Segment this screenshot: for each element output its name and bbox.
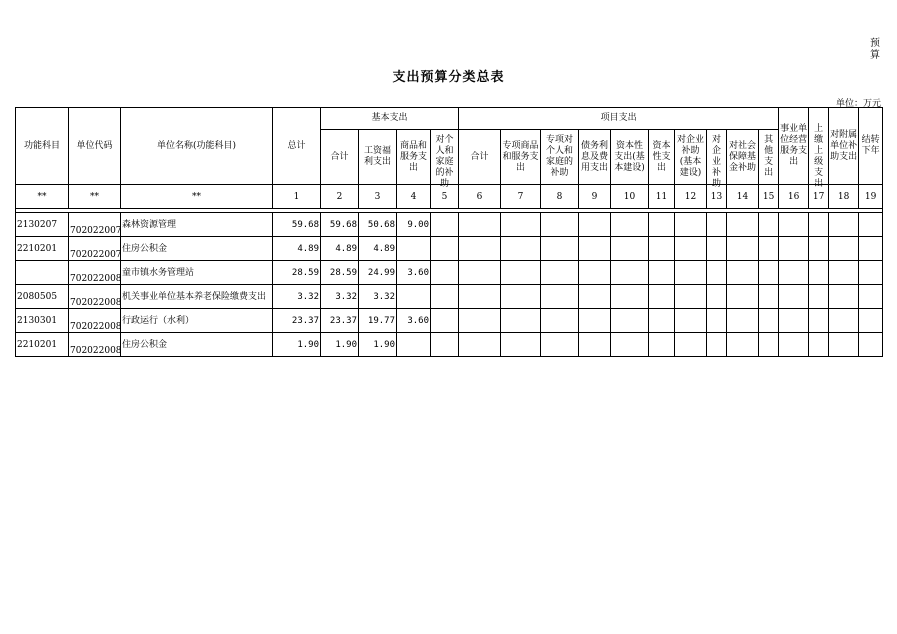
empty-cell bbox=[649, 309, 675, 333]
header-social-security-subsidy: 对社会保障基金补助 bbox=[727, 130, 759, 185]
empty-cell bbox=[459, 213, 501, 237]
empty-cell bbox=[727, 285, 759, 309]
empty-cell bbox=[501, 261, 541, 285]
unit-code-cell: 702022008 bbox=[69, 261, 121, 285]
page-title: 支出预算分类总表 bbox=[392, 70, 505, 85]
corner-note-line-2: 算 bbox=[870, 50, 880, 61]
salary-welfare-cell: 3.32 bbox=[359, 285, 397, 309]
empty-cell bbox=[707, 213, 727, 237]
empty-cell bbox=[501, 237, 541, 261]
header-business-service: 事业单位经营服务支出 bbox=[779, 108, 809, 185]
empty-cell bbox=[759, 213, 779, 237]
empty-cell bbox=[579, 285, 611, 309]
goods-services-cell bbox=[397, 237, 431, 261]
total-cell: 28.59 bbox=[273, 261, 321, 285]
func-code-cell: 2210201 bbox=[16, 237, 69, 261]
table-row bbox=[16, 261, 883, 285]
salary-welfare-cell: 4.89 bbox=[359, 237, 397, 261]
basic-subtotal-cell: 28.59 bbox=[321, 261, 359, 285]
empty-cell bbox=[829, 285, 859, 309]
empty-cell bbox=[501, 285, 541, 309]
empty-cell bbox=[829, 237, 859, 261]
header-salary-welfare: 工资福利支出 bbox=[359, 130, 397, 185]
empty-cell bbox=[501, 333, 541, 357]
empty-cell bbox=[611, 309, 649, 333]
empty-cell bbox=[779, 333, 809, 357]
empty-cell bbox=[431, 285, 459, 309]
column-number: ** bbox=[69, 185, 121, 209]
column-number: 18 bbox=[829, 185, 859, 209]
table-row bbox=[16, 333, 883, 357]
func-code-cell bbox=[16, 261, 69, 285]
empty-cell bbox=[459, 285, 501, 309]
column-number: 6 bbox=[459, 185, 501, 209]
empty-cell bbox=[779, 309, 809, 333]
table-row bbox=[16, 285, 883, 309]
goods-services-cell: 3.60 bbox=[397, 309, 431, 333]
func-code-cell: 2130207 bbox=[16, 213, 69, 237]
empty-cell bbox=[541, 261, 579, 285]
empty-cell bbox=[727, 333, 759, 357]
column-number: ** bbox=[121, 185, 273, 209]
header-debt-interest: 债务利息及费用支出 bbox=[579, 130, 611, 185]
column-number: ** bbox=[16, 185, 69, 209]
unit-code-cell: 702022008 bbox=[69, 285, 121, 309]
column-number: 16 bbox=[779, 185, 809, 209]
unit-name-cell: 机关事业单位基本养老保险缴费支出 bbox=[121, 285, 273, 309]
column-number: 10 bbox=[611, 185, 649, 209]
basic-subtotal-cell: 23.37 bbox=[321, 309, 359, 333]
empty-cell bbox=[541, 285, 579, 309]
empty-cell bbox=[859, 285, 883, 309]
column-number: 3 bbox=[359, 185, 397, 209]
corner-note-line-1: 预 bbox=[870, 38, 880, 49]
func-code-cell: 2130301 bbox=[16, 309, 69, 333]
header-other-expenditure: 其他支出 bbox=[759, 130, 779, 185]
empty-cell bbox=[649, 285, 675, 309]
empty-cell bbox=[829, 261, 859, 285]
header-capital-expenditure: 资本性支出 bbox=[649, 130, 675, 185]
unit-name-cell: 住房公积金 bbox=[121, 333, 273, 357]
header-project-subtotal: 合计 bbox=[459, 130, 501, 185]
empty-cell bbox=[809, 237, 829, 261]
empty-cell bbox=[727, 261, 759, 285]
header-remit-superior: 上缴上级支出 bbox=[809, 108, 829, 185]
column-number: 15 bbox=[759, 185, 779, 209]
empty-cell bbox=[809, 213, 829, 237]
empty-cell bbox=[501, 309, 541, 333]
empty-cell bbox=[611, 285, 649, 309]
empty-cell bbox=[431, 261, 459, 285]
column-number: 11 bbox=[649, 185, 675, 209]
empty-cell bbox=[459, 237, 501, 261]
empty-cell bbox=[579, 309, 611, 333]
empty-cell bbox=[675, 333, 707, 357]
empty-cell bbox=[779, 285, 809, 309]
column-number-row bbox=[16, 185, 883, 209]
empty-cell bbox=[459, 261, 501, 285]
empty-cell bbox=[649, 261, 675, 285]
empty-cell bbox=[431, 333, 459, 357]
header-goods-services: 商品和服务支出 bbox=[397, 130, 431, 185]
empty-cell bbox=[579, 213, 611, 237]
empty-cell bbox=[707, 261, 727, 285]
goods-services-cell: 3.60 bbox=[397, 261, 431, 285]
goods-services-cell: 9.00 bbox=[397, 213, 431, 237]
empty-cell bbox=[727, 213, 759, 237]
empty-cell bbox=[675, 261, 707, 285]
empty-cell bbox=[501, 213, 541, 237]
empty-cell bbox=[809, 333, 829, 357]
empty-cell bbox=[649, 237, 675, 261]
empty-cell bbox=[759, 309, 779, 333]
column-number: 7 bbox=[501, 185, 541, 209]
header-subsidiary-subsidy: 对附属单位补助支出 bbox=[829, 108, 859, 185]
empty-cell bbox=[859, 261, 883, 285]
empty-cell bbox=[859, 237, 883, 261]
empty-cell bbox=[859, 213, 883, 237]
column-number: 2 bbox=[321, 185, 359, 209]
empty-cell bbox=[579, 261, 611, 285]
empty-cell bbox=[859, 333, 883, 357]
empty-cell bbox=[809, 261, 829, 285]
empty-cell bbox=[727, 309, 759, 333]
salary-welfare-cell: 1.90 bbox=[359, 333, 397, 357]
empty-cell bbox=[579, 333, 611, 357]
unit-code-cell: 702022008 bbox=[69, 333, 121, 357]
header-special-household-subsidy: 专项对个人和家庭的补助 bbox=[541, 130, 579, 185]
total-cell: 59.68 bbox=[273, 213, 321, 237]
unit-code-cell: 702022007 bbox=[69, 237, 121, 261]
empty-cell bbox=[459, 309, 501, 333]
basic-subtotal-cell: 3.32 bbox=[321, 285, 359, 309]
empty-cell bbox=[675, 309, 707, 333]
header-total: 总计 bbox=[273, 108, 321, 185]
empty-cell bbox=[829, 213, 859, 237]
empty-cell bbox=[675, 237, 707, 261]
empty-cell bbox=[649, 333, 675, 357]
column-number: 14 bbox=[727, 185, 759, 209]
column-number: 8 bbox=[541, 185, 579, 209]
goods-services-cell bbox=[397, 333, 431, 357]
header-func-code: 功能科目 bbox=[16, 108, 69, 185]
empty-cell bbox=[431, 309, 459, 333]
salary-welfare-cell: 50.68 bbox=[359, 213, 397, 237]
basic-subtotal-cell: 59.68 bbox=[321, 213, 359, 237]
header-enterprise-subsidy: 对企业补助 bbox=[707, 130, 727, 185]
empty-cell bbox=[779, 213, 809, 237]
func-code-cell: 2210201 bbox=[16, 333, 69, 357]
column-number: 12 bbox=[675, 185, 707, 209]
column-number: 4 bbox=[397, 185, 431, 209]
empty-cell bbox=[859, 309, 883, 333]
empty-cell bbox=[431, 213, 459, 237]
empty-cell bbox=[759, 285, 779, 309]
empty-cell bbox=[779, 237, 809, 261]
empty-cell bbox=[675, 213, 707, 237]
budget-table bbox=[15, 107, 883, 357]
empty-cell bbox=[541, 309, 579, 333]
basic-subtotal-cell: 4.89 bbox=[321, 237, 359, 261]
column-number: 9 bbox=[579, 185, 611, 209]
unit-code-cell: 702022008 bbox=[69, 309, 121, 333]
empty-cell bbox=[649, 213, 675, 237]
empty-cell bbox=[611, 213, 649, 237]
header-special-goods-services: 专项商品和服务支出 bbox=[501, 130, 541, 185]
table-row bbox=[16, 213, 883, 237]
header-enterprise-subsidy-infrastructure: 对企业补助(基本建设) bbox=[675, 130, 707, 185]
column-number: 1 bbox=[273, 185, 321, 209]
column-number: 13 bbox=[707, 185, 727, 209]
header-unit-code: 单位代码 bbox=[69, 108, 121, 185]
empty-cell bbox=[675, 285, 707, 309]
unit-name-cell: 行政运行（水利） bbox=[121, 309, 273, 333]
total-cell: 1.90 bbox=[273, 333, 321, 357]
empty-cell bbox=[541, 237, 579, 261]
salary-welfare-cell: 19.77 bbox=[359, 309, 397, 333]
goods-services-cell bbox=[397, 285, 431, 309]
column-number: 17 bbox=[809, 185, 829, 209]
header-project-expenditure: 项目支出 bbox=[459, 108, 779, 130]
table-row bbox=[16, 237, 883, 261]
data-body bbox=[16, 213, 883, 357]
total-cell: 3.32 bbox=[273, 285, 321, 309]
empty-cell bbox=[779, 261, 809, 285]
column-number: 19 bbox=[859, 185, 883, 209]
header-basic-subtotal: 合计 bbox=[321, 130, 359, 185]
empty-cell bbox=[541, 213, 579, 237]
unit-name-cell: 童市镇水务管理站 bbox=[121, 261, 273, 285]
empty-cell bbox=[579, 237, 611, 261]
empty-cell bbox=[707, 309, 727, 333]
table-row bbox=[16, 309, 883, 333]
unit-code-cell: 702022007 bbox=[69, 213, 121, 237]
salary-welfare-cell: 24.99 bbox=[359, 261, 397, 285]
unit-name-cell: 森林资源管理 bbox=[121, 213, 273, 237]
corner-note bbox=[869, 38, 881, 62]
empty-cell bbox=[829, 333, 859, 357]
header-household-subsidy: 对个人和家庭的补助 bbox=[431, 130, 459, 185]
empty-cell bbox=[707, 333, 727, 357]
header-carry-forward: 结转下年 bbox=[859, 108, 883, 185]
header-basic-expenditure: 基本支出 bbox=[321, 108, 459, 130]
empty-cell bbox=[611, 261, 649, 285]
total-cell: 4.89 bbox=[273, 237, 321, 261]
empty-cell bbox=[611, 237, 649, 261]
total-cell: 23.37 bbox=[273, 309, 321, 333]
unit-name-cell: 住房公积金 bbox=[121, 237, 273, 261]
empty-cell bbox=[727, 237, 759, 261]
empty-cell bbox=[707, 237, 727, 261]
empty-cell bbox=[611, 333, 649, 357]
empty-cell bbox=[759, 237, 779, 261]
empty-cell bbox=[759, 261, 779, 285]
empty-cell bbox=[431, 237, 459, 261]
empty-cell bbox=[829, 309, 859, 333]
unit-label: 单位：万元 bbox=[835, 99, 881, 109]
header-capital-infrastructure: 资本性支出(基本建设) bbox=[611, 130, 649, 185]
column-number: 5 bbox=[431, 185, 459, 209]
empty-cell bbox=[809, 309, 829, 333]
basic-subtotal-cell: 1.90 bbox=[321, 333, 359, 357]
empty-cell bbox=[459, 333, 501, 357]
empty-cell bbox=[541, 333, 579, 357]
empty-cell bbox=[809, 285, 829, 309]
empty-cell bbox=[759, 333, 779, 357]
header-unit-name: 单位名称(功能科目) bbox=[121, 108, 273, 185]
empty-cell bbox=[707, 285, 727, 309]
func-code-cell: 2080505 bbox=[16, 285, 69, 309]
